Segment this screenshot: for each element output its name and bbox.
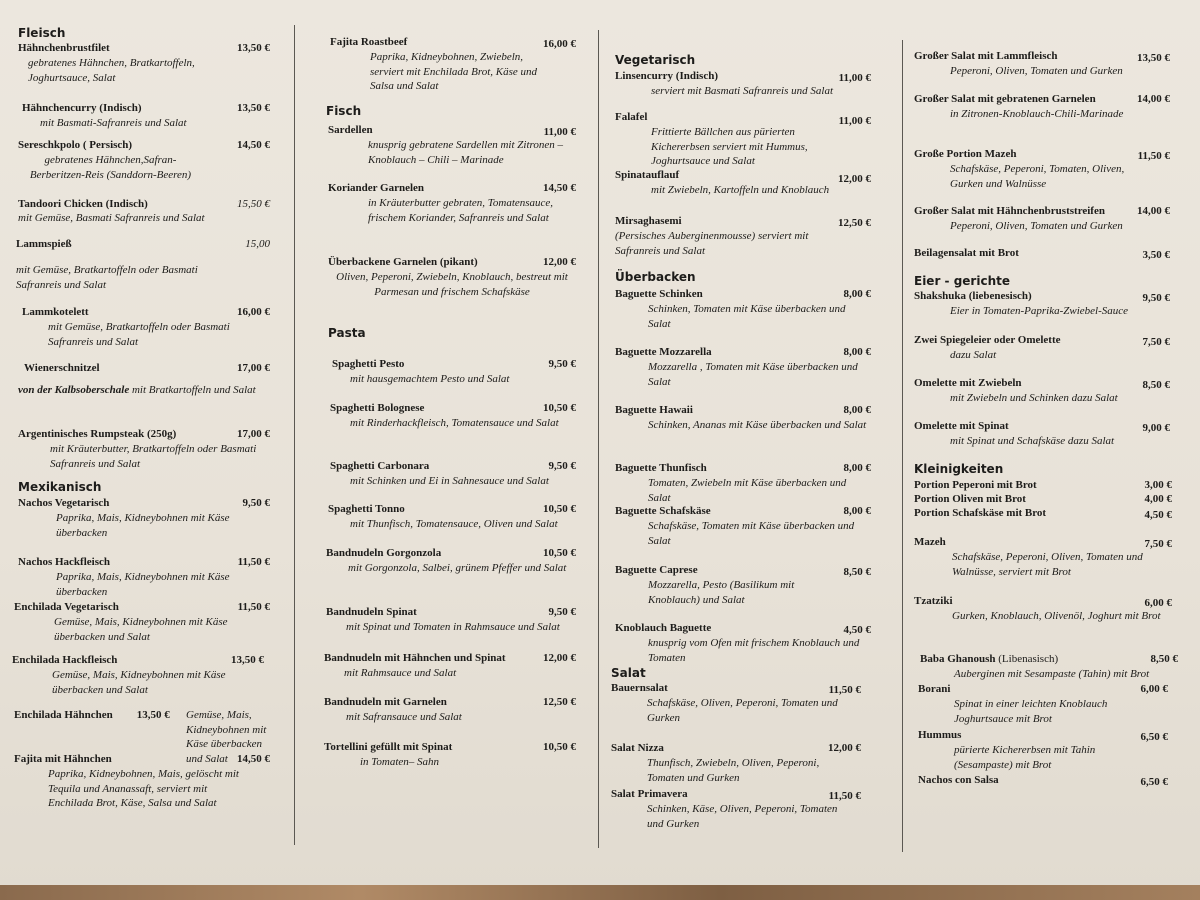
item-price: 4,50 € bbox=[1144, 509, 1172, 521]
menu-item bbox=[914, 493, 1172, 506]
item-name: Borani bbox=[918, 683, 951, 695]
menu-item bbox=[615, 346, 871, 389]
item-name: Portion Schafskäse mit Brot bbox=[914, 507, 1047, 519]
item-description: in Kräuterbutter gebraten, Tomatensauce, frischem Koriander, Safranreis und Salat bbox=[368, 197, 554, 224]
item-description: Schafskäse, Oliven, Peperoni, Tomaten und Gurken bbox=[647, 697, 838, 724]
item-description: dazu Salat bbox=[950, 349, 997, 361]
item-name: Hähnchenbrustfilet bbox=[18, 42, 110, 54]
item-description: Auberginen mit Sesampaste (Tahin) mit Brot bbox=[954, 668, 1150, 680]
item-name: Wienerschnitzel bbox=[24, 362, 100, 374]
item-name: Nachos Vegetarisch bbox=[18, 497, 110, 509]
item-name: Spinatauflauf bbox=[615, 169, 680, 181]
menu-item bbox=[324, 652, 576, 681]
menu-item bbox=[328, 124, 576, 167]
item-description: Peperoni, Oliven, Tomaten und Gurken bbox=[950, 220, 1123, 232]
item-description: Schafskäse, Peperoni, Oliven, Tomaten und Walnüsse, serviert mit Brot bbox=[952, 551, 1143, 578]
item-price: 11,00 € bbox=[838, 72, 871, 84]
item-price: 14,00 € bbox=[1137, 205, 1170, 217]
menu-item bbox=[328, 182, 576, 225]
menu-item bbox=[914, 50, 1170, 79]
item-name: Lammkotelett bbox=[22, 306, 89, 318]
item-price: 9,50 € bbox=[548, 606, 576, 618]
item-name: Spaghetti Pesto bbox=[332, 358, 405, 370]
item-price: 6,00 € bbox=[1144, 597, 1172, 609]
item-price: 10,50 € bbox=[543, 503, 576, 515]
menu-item bbox=[914, 148, 1170, 191]
item-name: Salat Primavera bbox=[611, 788, 688, 800]
menu-item bbox=[914, 205, 1170, 234]
item-description: mit Gorgonzola, Salbei, grünem Pfeffer und Salat bbox=[348, 562, 567, 574]
menu-item bbox=[18, 198, 270, 226]
item-price: 14,50 € bbox=[237, 753, 270, 765]
item-price: 12,00 € bbox=[828, 742, 861, 754]
menu-item bbox=[330, 36, 576, 94]
item-description: Eier in Tomaten-Paprika-Zwiebel-Sauce bbox=[950, 305, 1129, 317]
item-name: Falafel bbox=[615, 111, 648, 123]
item-description: serviert mit Basmati Safranreis und Salat bbox=[651, 85, 834, 97]
menu-item bbox=[615, 564, 871, 607]
menu-item bbox=[324, 696, 576, 725]
item-name: Linsencurry (Indisch) bbox=[615, 70, 718, 82]
item-description: mit Kräuterbutter, Bratkartoffeln oder Basmati Safranreis und Salat bbox=[50, 443, 257, 470]
item-description-highlight: von der Kalbsoberschale bbox=[18, 384, 130, 396]
menu-item bbox=[918, 729, 1168, 772]
item-description: Thunfisch, Zwiebeln, Oliven, Peperoni, Tomaten und Gurken bbox=[647, 757, 820, 784]
menu-item bbox=[332, 358, 576, 387]
item-name: Nachos con Salsa bbox=[918, 774, 999, 786]
item-price: 7,50 € bbox=[1142, 336, 1170, 348]
item-name: Portion Oliven mit Brot bbox=[914, 493, 1026, 505]
item-name: Spaghetti Bolognese bbox=[330, 402, 425, 414]
item-name: Großer Salat mit gebratenen Garnelen bbox=[914, 93, 1096, 105]
item-name: Großer Salat mit Hähnchenbruststreifen bbox=[914, 205, 1105, 217]
section-title-fleisch: Fleisch bbox=[18, 26, 66, 40]
menu-item bbox=[615, 70, 871, 99]
item-description: Gurken, Knoblauch, Olivenöl, Joghurt mit Brot bbox=[952, 610, 1161, 622]
item-price: 11,00 € bbox=[543, 126, 576, 138]
item-name: Fajita Roastbeef bbox=[330, 36, 408, 48]
menu-item bbox=[615, 288, 871, 331]
menu-item bbox=[615, 404, 871, 433]
menu-item bbox=[611, 788, 861, 831]
item-price: 15,50 € bbox=[237, 198, 270, 210]
item-name: Mirsaghasemi bbox=[615, 215, 682, 227]
item-description: Schinken, Tomaten mit Käse überbacken und Salat bbox=[648, 303, 846, 330]
menu-item bbox=[914, 290, 1170, 319]
item-name-suffix: (Libenasisch) bbox=[998, 653, 1059, 665]
item-description: pürierte Kichererbsen mit Tahin (Sesampaste) mit Brot bbox=[954, 744, 1096, 771]
item-name: Hummus bbox=[918, 729, 962, 741]
item-name: Beilagensalat mit Brot bbox=[914, 247, 1019, 259]
item-name: Enchilada Hackfleisch bbox=[12, 654, 118, 666]
item-price: 11,00 € bbox=[838, 115, 871, 127]
menu-item bbox=[615, 169, 871, 198]
item-description: mit Basmati-Safranreis und Salat bbox=[40, 117, 187, 129]
menu-item bbox=[22, 102, 270, 131]
item-price: 13,50 € bbox=[1137, 52, 1170, 64]
menu-item bbox=[914, 247, 1170, 260]
section-title-kleinigkeiten: Kleinigkeiten bbox=[914, 462, 1004, 476]
item-price: 12,50 € bbox=[543, 696, 576, 708]
item-price: 8,00 € bbox=[843, 346, 871, 358]
item-name: Baguette Schinken bbox=[615, 288, 703, 300]
item-price: 9,50 € bbox=[242, 497, 270, 509]
item-name: Baba Ghanoush bbox=[920, 653, 996, 665]
item-name: Überbackene Garnelen (pikant) bbox=[328, 256, 478, 268]
item-description: knusprig vom Ofen mit frischem Knoblauch und Tomaten bbox=[648, 637, 860, 664]
item-price: 9,50 € bbox=[1142, 292, 1170, 304]
column-divider bbox=[294, 25, 295, 845]
item-name: Argentinisches Rumpsteak (250g) bbox=[18, 428, 177, 440]
menu-item bbox=[611, 742, 861, 785]
item-description: Schinken, Käse, Oliven, Peperoni, Tomaten und Gurken bbox=[647, 803, 838, 830]
item-name: Lammspieß bbox=[16, 238, 72, 250]
item-price: 14,50 € bbox=[237, 139, 270, 151]
menu-item bbox=[18, 139, 270, 182]
item-name: Tortellini gefüllt mit Spinat bbox=[324, 741, 453, 753]
item-price: 11,50 € bbox=[828, 790, 861, 802]
item-description: knusprig gebratene Sardellen mit Zitronen – Knoblauch – Chili – Marinade bbox=[368, 139, 564, 166]
item-price: 3,50 € bbox=[1142, 249, 1170, 261]
item-name: Baguette Thunfisch bbox=[615, 462, 707, 474]
menu-item bbox=[18, 362, 270, 398]
item-description: Frittierte Bällchen aus pürierten Kichererbsen serviert mit Hummus, Joghurtsauce und Salat bbox=[651, 126, 808, 167]
item-price: 11,50 € bbox=[237, 556, 270, 568]
item-name: Enchilada Vegetarisch bbox=[14, 601, 119, 613]
item-price: 6,50 € bbox=[1140, 731, 1168, 743]
item-name: Spaghetti Tonno bbox=[328, 503, 405, 515]
item-price: 16,00 € bbox=[237, 306, 270, 318]
menu-item bbox=[16, 238, 270, 292]
menu-item bbox=[18, 497, 270, 540]
item-price: 13,50 € bbox=[237, 42, 270, 54]
item-price: 15,00 bbox=[245, 238, 270, 250]
item-description: Schafskäse, Peperoni, Tomaten, Oliven, Gurken und Walnüsse bbox=[950, 163, 1125, 190]
item-description: mit Safransauce und Salat bbox=[346, 711, 462, 723]
item-description: mit Schinken und Ei in Sahnesauce und Salat bbox=[350, 475, 549, 487]
item-price: 10,50 € bbox=[543, 741, 576, 753]
item-description: gebratenes Hähnchen,Safran-Berberitzen-Reis (Sanddorn-Beeren) bbox=[29, 154, 192, 181]
item-name: Bandnudeln mit Garnelen bbox=[324, 696, 447, 708]
item-price: 6,00 € bbox=[1140, 683, 1168, 695]
menu-item bbox=[914, 595, 1172, 624]
item-name: Mazeh bbox=[914, 536, 946, 548]
menu-item bbox=[330, 402, 576, 431]
menu-item bbox=[914, 507, 1172, 520]
item-name: Großer Salat mit Lammfleisch bbox=[914, 50, 1058, 62]
item-description: Spinat in einer leichten Knoblauch Joghurtsauce mit Brot bbox=[954, 698, 1108, 725]
item-name: Spaghetti Carbonara bbox=[330, 460, 430, 472]
section-title-fisch: Fisch bbox=[326, 104, 362, 118]
menu-item bbox=[18, 428, 270, 471]
menu-item bbox=[14, 753, 270, 811]
item-name: Baguette Caprese bbox=[615, 564, 698, 576]
item-description: Mozzarella , Tomaten mit Käse überbacken und Salat bbox=[648, 361, 858, 388]
menu-item bbox=[914, 377, 1170, 406]
item-description: Oliven, Peperoni, Zwiebeln, Knoblauch, bestreut mit Parmesan und frischem Schafskäse bbox=[336, 271, 568, 298]
menu-item bbox=[918, 774, 1168, 787]
item-price: 9,50 € bbox=[548, 358, 576, 370]
menu-item bbox=[615, 111, 871, 169]
menu-item bbox=[22, 306, 270, 349]
item-description: mit Gemüse, Bratkartoffeln oder Basmati Safranreis und Salat bbox=[48, 321, 230, 348]
menu-item bbox=[615, 505, 871, 548]
item-description: in Zitronen-Knoblauch-Chili-Marinade bbox=[950, 108, 1124, 120]
item-name: Hähnchencurry (Indisch) bbox=[22, 102, 142, 114]
item-name: Baguette Schafskäse bbox=[615, 505, 711, 517]
menu-item bbox=[12, 654, 264, 697]
item-price: 8,00 € bbox=[843, 288, 871, 300]
menu-item bbox=[326, 606, 576, 635]
item-name: Nachos Hackfleisch bbox=[18, 556, 110, 568]
column-divider bbox=[902, 40, 903, 852]
item-description-text: mit Bratkartoffeln und Salat bbox=[131, 384, 256, 396]
item-name: Shakshuka (liebenesisch) bbox=[914, 290, 1032, 302]
item-name: Salat Nizza bbox=[611, 742, 664, 754]
item-name: Portion Peperoni mit Brot bbox=[914, 479, 1037, 491]
section-title-eier: Eier - gerichte bbox=[914, 274, 1010, 288]
item-price: 16,00 € bbox=[543, 38, 576, 50]
item-price: 8,00 € bbox=[843, 462, 871, 474]
section-title-pasta: Pasta bbox=[328, 326, 366, 340]
item-name: Omelette mit Zwiebeln bbox=[914, 377, 1022, 389]
menu-item bbox=[14, 601, 270, 644]
item-description: Tomaten, Zwiebeln mit Käse überbacken und Salat bbox=[648, 477, 847, 504]
item-description: mit Rinderhackfleisch, Tomatensauce und Salat bbox=[350, 417, 559, 429]
item-description: mit Zwiebeln, Kartoffeln und Knoblauch bbox=[651, 184, 830, 196]
item-description: Mozzarella, Pesto (Basilikum mit Knoblauch) und Salat bbox=[648, 579, 795, 606]
item-price: 9,50 € bbox=[548, 460, 576, 472]
item-description: mit Gemüse, Bratkartoffeln oder Basmati Safranreis und Salat bbox=[16, 264, 198, 291]
item-name: Tandoori Chicken (Indisch) bbox=[18, 198, 148, 210]
menu-item bbox=[328, 503, 576, 532]
item-name: Große Portion Mazeh bbox=[914, 148, 1017, 160]
item-description: mit Gemüse, Basmati Safranreis und Salat bbox=[18, 212, 205, 224]
item-description: mit Thunfisch, Tomatensauce, Oliven und Salat bbox=[350, 518, 558, 530]
item-description: Peperoni, Oliven, Tomaten und Gurken bbox=[950, 65, 1123, 77]
menu-item bbox=[914, 479, 1172, 492]
item-name: Sereschkpolo ( Persisch) bbox=[18, 139, 133, 151]
item-price: 8,00 € bbox=[843, 505, 871, 517]
item-price: 12,00 € bbox=[543, 652, 576, 664]
item-price: 8,00 € bbox=[843, 404, 871, 416]
menu-item bbox=[914, 536, 1172, 579]
item-description: mit Zwiebeln und Schinken dazu Salat bbox=[950, 392, 1118, 404]
menu-item bbox=[914, 420, 1170, 449]
item-description: Paprika, Kidneybohnen, Mais, gelöscht mit Tequila und Ananassaft, serviert mit Enchilada Brot, Käse, Salsa und Salat bbox=[48, 768, 239, 809]
item-name: Bandnudeln mit Hähnchen und Spinat bbox=[324, 652, 506, 664]
item-price: 11,50 € bbox=[237, 601, 270, 613]
item-price: 13,50 € bbox=[136, 709, 170, 721]
item-price: 6,50 € bbox=[1140, 776, 1168, 788]
item-description: Paprika, Mais, Kidneybohnen mit Käse überbacken bbox=[56, 571, 230, 598]
menu-item bbox=[328, 256, 576, 299]
item-description: Paprika, Mais, Kidneybohnen mit Käse überbacken bbox=[56, 512, 230, 539]
item-name: Omelette mit Spinat bbox=[914, 420, 1009, 432]
item-name: Baguette Mozzarella bbox=[615, 346, 712, 358]
item-price: 12,50 € bbox=[838, 217, 871, 229]
menu-item bbox=[330, 460, 576, 489]
item-price: 14,00 € bbox=[1137, 93, 1170, 105]
item-description: mit Spinat und Tomaten in Rahmsauce und Salat bbox=[346, 621, 560, 633]
item-name: Knoblauch Baguette bbox=[615, 622, 712, 634]
menu-item bbox=[920, 653, 1178, 682]
item-name: Sardellen bbox=[328, 124, 373, 136]
section-title-ueberbacken: Überbacken bbox=[615, 270, 696, 284]
table-edge bbox=[0, 885, 1200, 900]
item-price: 4,00 € bbox=[1144, 493, 1172, 505]
item-price: 11,50 € bbox=[1137, 150, 1170, 162]
item-name: Bandnudeln Spinat bbox=[326, 606, 417, 618]
menu-item bbox=[615, 462, 871, 505]
item-price: 14,50 € bbox=[543, 182, 576, 194]
menu-item bbox=[326, 547, 576, 576]
menu-item bbox=[914, 93, 1170, 122]
item-description: Gemüse, Mais, Kidneybohnen mit Käse überbacken und Salat bbox=[186, 709, 267, 765]
menu-item bbox=[18, 556, 270, 599]
item-description: mit hausgemachtem Pesto und Salat bbox=[350, 373, 510, 385]
item-price: 11,50 € bbox=[828, 684, 861, 696]
item-description: Gemüse, Mais, Kidneybohnen mit Käse überbacken und Salat bbox=[54, 616, 228, 643]
menu-item bbox=[18, 42, 270, 85]
item-name: Koriander Garnelen bbox=[328, 182, 425, 194]
item-price: 12,00 € bbox=[838, 173, 871, 185]
menu-item bbox=[918, 683, 1168, 726]
item-description: Gemüse, Mais, Kidneybohnen mit Käse überbacken und Salat bbox=[52, 669, 226, 696]
item-price: 8,50 € bbox=[843, 566, 871, 578]
item-price: 17,00 € bbox=[237, 428, 270, 440]
menu-item bbox=[615, 622, 871, 665]
item-price: 17,00 € bbox=[237, 362, 270, 374]
item-price: 8,50 € bbox=[1150, 653, 1178, 665]
item-price: 13,50 € bbox=[237, 102, 270, 114]
menu-item bbox=[615, 215, 871, 258]
item-price: 12,00 € bbox=[543, 256, 576, 268]
item-price: 9,00 € bbox=[1142, 422, 1170, 434]
item-description bbox=[18, 383, 258, 398]
item-price: 10,50 € bbox=[543, 402, 576, 414]
column-divider bbox=[598, 30, 599, 848]
item-price: 8,50 € bbox=[1142, 379, 1170, 391]
item-name: Bandnudeln Gorgonzola bbox=[326, 547, 442, 559]
item-description: Schinken, Ananas mit Käse überbacken und Salat bbox=[648, 419, 867, 431]
item-description: (Persisches Auberginenmousse) serviert mit Safranreis und Salat bbox=[615, 230, 809, 257]
item-price: 13,50 € bbox=[231, 654, 264, 666]
item-description: mit Spinat und Schafskäse dazu Salat bbox=[950, 435, 1115, 447]
section-title-mexikanisch: Mexikanisch bbox=[18, 480, 102, 494]
menu-item bbox=[914, 334, 1170, 363]
item-price: 10,50 € bbox=[543, 547, 576, 559]
item-name: Bauernsalat bbox=[611, 682, 668, 694]
menu-item bbox=[611, 682, 861, 725]
item-description: gebratenes Hähnchen, Bratkartoffeln, Joghurtsauce, Salat bbox=[28, 57, 195, 84]
item-name: Enchilada Hähnchen bbox=[14, 709, 113, 721]
item-description: mit Rahmsauce und Salat bbox=[344, 667, 457, 679]
menu-item bbox=[324, 741, 576, 770]
item-price: 4,50 € bbox=[843, 624, 871, 636]
item-price: 7,50 € bbox=[1144, 538, 1172, 550]
item-name: Zwei Spiegeleier oder Omelette bbox=[914, 334, 1061, 346]
section-title-salat: Salat bbox=[611, 666, 646, 680]
item-name: Fajita mit Hähnchen bbox=[14, 753, 112, 765]
section-title-vegetarisch: Vegetarisch bbox=[615, 53, 696, 67]
item-description: Paprika, Kidneybohnen, Zwiebeln, serviert mit Enchilada Brot, Käse und Salsa und Salat bbox=[370, 51, 538, 92]
item-price: 3,00 € bbox=[1144, 479, 1172, 491]
item-name: Baguette Hawaii bbox=[615, 404, 693, 416]
item-name: Tzatziki bbox=[914, 595, 953, 607]
item-description: in Tomaten– Sahn bbox=[360, 756, 440, 768]
item-description: Schafskäse, Tomaten mit Käse überbacken und Salat bbox=[648, 520, 855, 547]
